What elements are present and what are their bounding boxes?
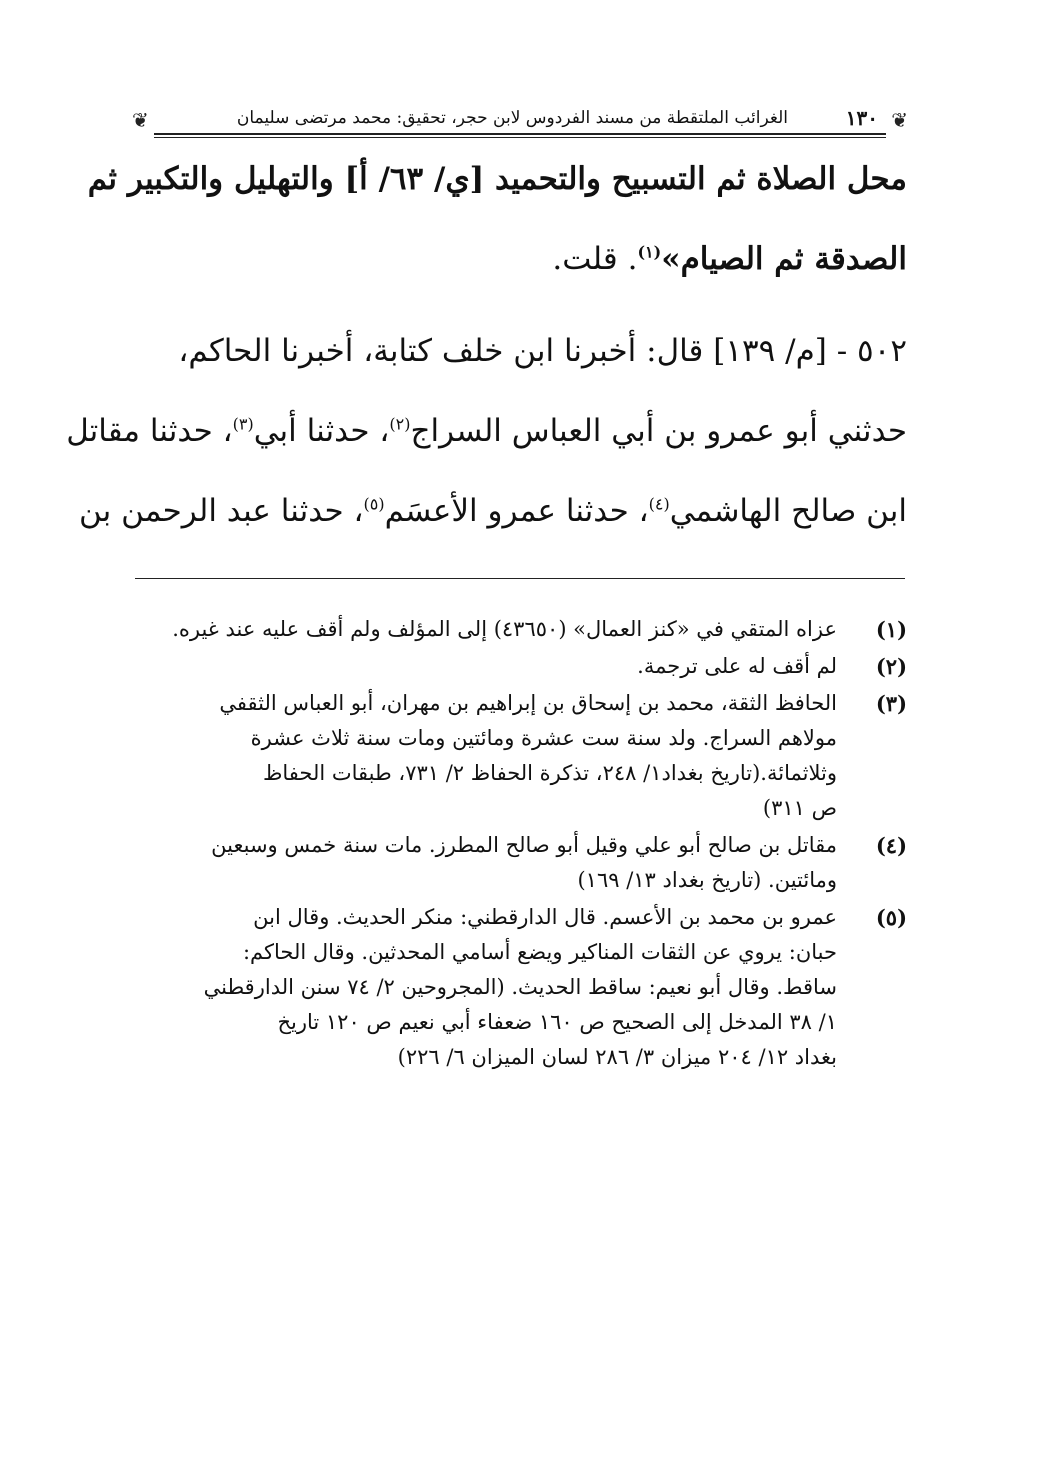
text-line: محل الصلاة ثم التسبيح والتحميد [ي/ ٦٣/ أ] والتهليل والتكبير ثم — [87, 161, 907, 197]
main-text — [66, 150, 907, 540]
footnote-text — [135, 686, 837, 826]
footnote-line: ص ٣١١) — [762, 796, 837, 820]
footnote-line: وثلاثمائة.(تاريخ بغداد١/ ٢٤٨، تذكرة الحفاظ ٢/ ٧٣١، طبقات الحفاظ — [262, 761, 837, 785]
text-line — [135, 230, 907, 288]
footnote-text — [135, 649, 837, 684]
footnote — [135, 828, 907, 898]
footnote-text — [135, 612, 837, 647]
footnote-number: (٢) — [875, 654, 907, 679]
header-ornament-left-icon: ❦ — [132, 108, 149, 132]
text-span: . قلت. — [552, 241, 638, 277]
footnotes — [135, 612, 907, 1077]
footnote-text — [135, 900, 837, 1075]
text-span: ابن صالح الهاشمي — [669, 493, 907, 529]
footnote-ref[interactable]: (٢) — [389, 414, 411, 434]
footnote-line: مقاتل بن صالح أبو علي وقيل أبو صالح المطرز. مات سنة خمس وسبعين — [211, 833, 837, 857]
footnote-line: بغداد ١٢/ ٢٠٤ ميزان ٣/ ٢٨٦ لسان الميزان ٦/ ٢٢٦) — [397, 1045, 837, 1069]
footnote-line: ١/ ٣٨ المدخل إلى الصحيح ص ١٦٠ ضعفاء أبي نعيم ص ١٢٠ تاريخ — [277, 1010, 837, 1034]
footnote-separator-line — [135, 578, 905, 579]
footnote-ref[interactable]: (١) — [637, 242, 662, 262]
footnote — [135, 612, 907, 647]
footnote-line: لم أقف له على ترجمة. — [637, 654, 837, 678]
footnote-ref[interactable]: (٤) — [648, 494, 670, 514]
text-span: ، حدثنا أبي — [253, 413, 390, 449]
footnote-number: (٥) — [875, 905, 907, 930]
footnote — [135, 649, 907, 684]
text-line — [66, 402, 907, 460]
header-rule-thin — [154, 137, 886, 138]
footnote-ref[interactable]: (٥) — [363, 494, 385, 514]
footnote-number: (٣) — [875, 691, 907, 716]
footnote-number: (١) — [875, 617, 907, 642]
footnote-number: (٤) — [875, 833, 907, 858]
header-ornament-right-icon: ❦ — [891, 108, 908, 132]
text-span: الصدقة ثم الصيام» — [661, 241, 907, 277]
header-rule — [154, 133, 886, 135]
footnote-text — [135, 828, 837, 898]
footnote-line: عمرو بن محمد بن الأعسم. قال الدارقطني: منكر الحديث. وقال ابن — [253, 905, 837, 929]
footnote-line: عزاه المتقي في «كنز العمال» (٤٣٦٥٠) إلى المؤلف ولم أقف عليه عند غيره. — [172, 617, 837, 641]
footnote-line: ساقط. وقال أبو نعيم: ساقط الحديث. (المجروحين ٢/ ٧٤ سنن الدارقطني — [203, 975, 837, 999]
text-span: ، حدثنا عمرو الأعسَم — [384, 493, 649, 529]
text-span: ، حدثنا مقاتل — [66, 413, 233, 449]
page-number: ١٣٠ — [845, 106, 878, 130]
text-span: ، حدثنا عبد الرحمن بن — [79, 493, 364, 529]
footnote-ref[interactable]: (٣) — [232, 414, 254, 434]
footnote-line: ومائتين. (تاريخ بغداد ١٣/ ١٦٩) — [577, 868, 837, 892]
text-line — [79, 482, 907, 540]
text-line: ٥٠٢ - [م/ ١٣٩] قال: أخبرنا ابن خلف كتابة، أخبرنا الحاكم، — [178, 333, 907, 369]
footnote — [135, 900, 907, 1075]
running-title: الغرائب الملتقطة من مسند الفردوس لابن حجر، تحقيق: محمد مرتضى سليمان — [236, 108, 788, 128]
running-header — [132, 106, 908, 138]
paragraph-1 — [87, 150, 907, 288]
paragraph-2 — [66, 322, 907, 540]
footnote-line: حبان: يروي عن الثقات المناكير ويضع أسامي المحدثين. وقال الحاكم: — [242, 940, 837, 964]
footnote — [135, 686, 907, 826]
text-span: حدثني أبو عمرو بن أبي العباس السراج — [410, 413, 907, 449]
footnote-line: الحافظ الثقة، محمد بن إسحاق بن إبراهيم بن مهران، أبو العباس الثقفي — [219, 691, 837, 715]
footnote-line: مولاهم السراج. ولد سنة ست عشرة ومائتين ومات سنة ثلاث عشرة — [250, 726, 837, 750]
